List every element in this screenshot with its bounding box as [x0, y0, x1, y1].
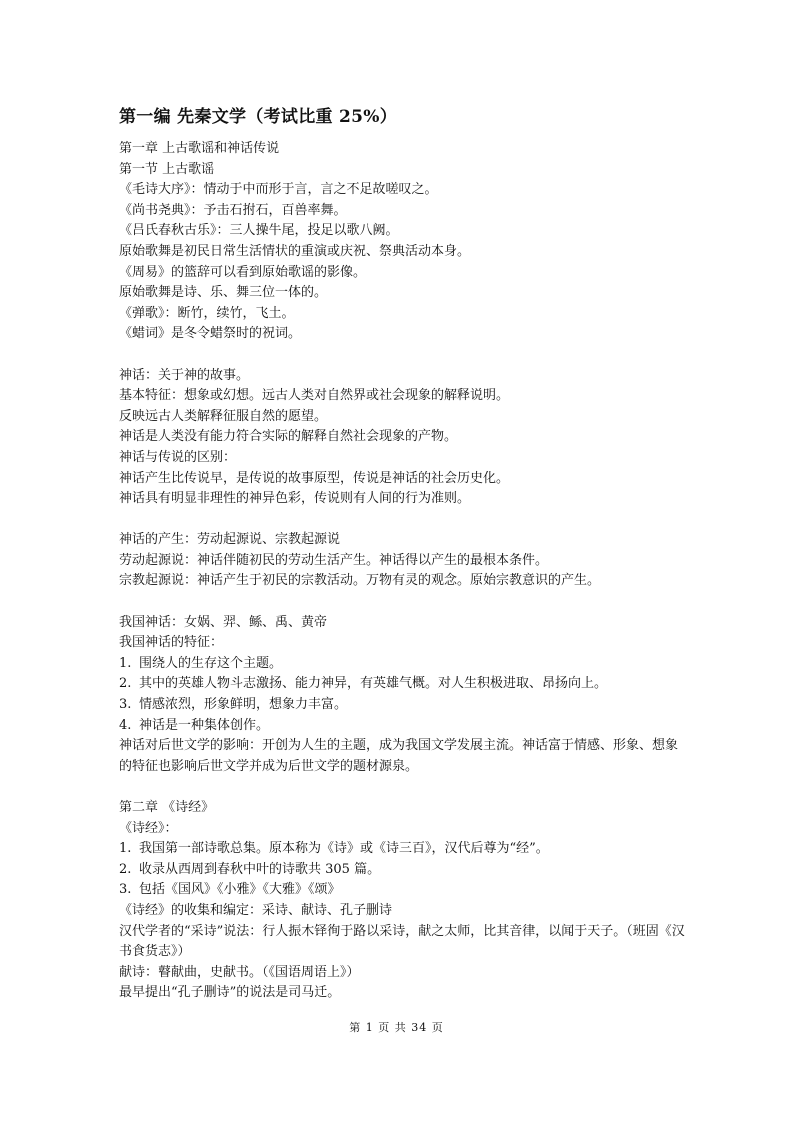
page-footer: 第 1 页 共 34 页	[349, 1021, 444, 1034]
list-text: 包括《国风》《小雅》《大雅》《颂》	[139, 882, 341, 898]
text-line: 宗教起源说：神话产生于初民的宗教活动。万物有灵的观念。原始宗教意识的产生。	[119, 573, 601, 589]
text-line: 《诗经》：	[119, 820, 178, 836]
list-number: 4.	[119, 717, 132, 733]
spacer	[119, 592, 689, 613]
text-line: 基本特征：想象或幻想。远古人类对自然界或社会现象的解释说明。	[119, 388, 510, 404]
text-line: 神话：关于神的故事。	[119, 367, 250, 383]
list-number: 3.	[119, 882, 132, 898]
text-line: 劳动起源说：神话伴随初民的劳动生活产生。神话得以产生的最根本条件。	[119, 552, 549, 568]
text-line: 我国神话：女娲、羿、鲧、禹、黄帝	[119, 614, 328, 630]
paragraph: 神话对后世文学的影响：开创为人生的主题，成为我国文学发展主流。神话富于情感、形象、想象的特征也影响后世文学并成为后世文学的题材源泉。	[119, 738, 679, 774]
list-text: 我国第一部诗歌总集。原本称为《诗》或《诗三百》，汉代后尊为“经”。	[139, 841, 549, 857]
spacer	[119, 345, 689, 366]
text-line: 原始歌舞是初民日常生活情状的重演或庆祝、祭典活动本身。	[119, 243, 471, 259]
part-heading: 第一编 先秦文学（考试比重 25%）	[119, 107, 398, 127]
list-number: 1.	[119, 655, 132, 671]
text-line: 《吕氏春秋古乐》：三人操牛尾，投足以歌八阙。	[119, 223, 399, 239]
list-item	[119, 839, 689, 860]
list-text: 神话是一种集体创作。	[139, 717, 270, 733]
text-line: 《蜡词》是冬令蜡祭时的祝词。	[119, 326, 302, 342]
text-line: 神话产生比传说早，是传说的故事原型，传说是神话的社会历史化。	[119, 470, 510, 486]
text-line: 《诗经》的收集和编定：采诗、献诗、孔子删诗	[119, 902, 393, 918]
text-line: 《毛诗大序》：情动于中而形于言，言之不足故嗟叹之。	[119, 182, 438, 198]
list-text: 收录从西周到春秋中叶的诗歌共 305 篇。	[139, 861, 381, 877]
text-line: 神话具有明显非理性的神异色彩，传说则有人间的行为准则。	[119, 491, 471, 507]
page-content	[119, 104, 689, 1004]
list-item	[119, 716, 689, 737]
text-line: 神话与传说的区别：	[119, 449, 237, 465]
list-item	[119, 695, 689, 716]
list-item	[119, 654, 689, 675]
list-text: 情感浓烈，形象鲜明，想象力丰富。	[139, 697, 348, 713]
spacer	[119, 777, 689, 798]
text-line: 原始歌舞是诗、乐、舞三位一体的。	[119, 285, 328, 301]
list-text: 其中的英雄人物斗志激扬、能力神异，有英雄气概。对人生积极进取、昂扬向上。	[139, 676, 608, 692]
text-line: 神话的产生：劳动起源说、宗教起源说	[119, 532, 341, 548]
spacer	[119, 510, 689, 531]
list-number: 3.	[119, 697, 132, 713]
list-number: 2.	[119, 861, 132, 877]
text-line: 我国神话的特征：	[119, 635, 224, 651]
text-line: 反映远古人类解释征服自然的愿望。	[119, 408, 328, 424]
chapter-title: 第二章 《诗经》	[119, 800, 215, 815]
list-number: 2.	[119, 676, 132, 692]
list-item	[119, 674, 689, 695]
chapter-title: 第一章 上古歌谣和神话传说	[119, 141, 280, 156]
text-line: 《弹歌》：断竹，续竹，飞土。	[119, 305, 295, 321]
text-line: 献诗：瞽献曲，史献书。（《国语周语上》）	[119, 964, 360, 980]
section-title: 第一节 上古歌谣	[119, 161, 215, 177]
paragraph: 汉代学者的“采诗”说法：行人振木铎徇于路以采诗，献之太师，比其音律，以闻于天子。（班固《汉书食货志》）	[119, 923, 685, 960]
text-line: 神话是人类没有能力符合实际的解释自然社会现象的产物。	[119, 429, 458, 445]
list-item	[119, 880, 689, 901]
list-item	[119, 860, 689, 881]
list-text: 围绕人的生存这个主题。	[139, 655, 283, 671]
text-line: 《周易》的篮辞可以看到原始歌谣的影像。	[119, 264, 367, 280]
list-number: 1.	[119, 841, 132, 857]
text-line: 《尚书尧典》：予击石拊石，百兽率舞。	[119, 202, 347, 218]
text-line: 最早提出“孔子删诗”的说法是司马迁。	[119, 985, 341, 1001]
